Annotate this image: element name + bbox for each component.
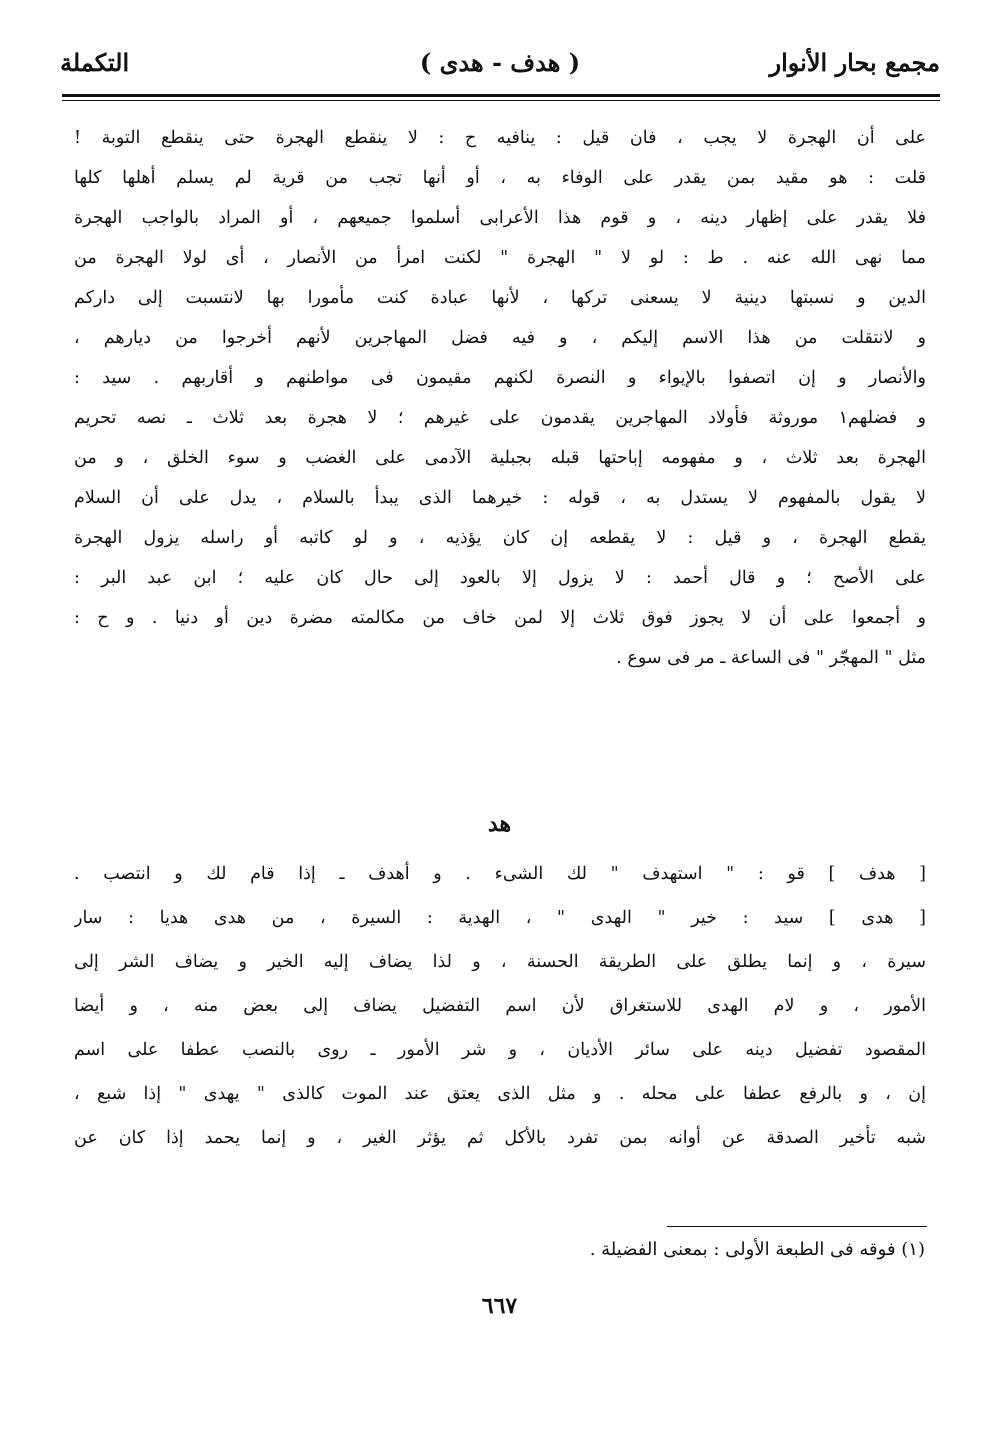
section-heading: هد	[487, 811, 512, 837]
text-line: قلت : هو مقيد بمن يقدر على الوفاء به ، أو أنها تجب من قرية لم يسلم أهلها كلها	[74, 168, 926, 188]
header-rule-thin	[62, 100, 940, 101]
entry-line: المقصود تفضيل دينه على سائر الأديان ، و شر الأمور ـ روى بالنصب عطفا على اسم	[74, 1040, 926, 1060]
text-line: على أن الهجرة لا يجب ، فان قيل : ينافيه ح : لا ينقطع الهجرة حتى ينقطع التوبة !	[74, 128, 926, 148]
entries-paragraph	[74, 852, 926, 1160]
text-line: الهجرة بعد ثلاث ، و مفهومه إباحتها قبله بجبلية الآدمى على الغضب و سوء الخلق ، و من	[74, 448, 926, 468]
entry-line: الأمور ، و لام الهدى للاستغراق لأن اسم التفضيل يضاف إلى بعض منه ، و أيضا	[74, 996, 926, 1016]
text-line: و أجمعوا على أن لا يجوز فوق ثلاث إلا لمن خاف من مكالمته مضرة دين أو دنيا . و ح :	[74, 608, 926, 628]
page-header	[60, 38, 940, 88]
entry-line: شبه تأخير الصدقة عن أوانه بمن تفرد بالأكل ثم يؤثر الغير ، و إنما يحمد إذا كان عن	[74, 1128, 926, 1148]
text-line: الدين و نسبتها دينية لا يسعنى تركها ، لأنها عبادة كنت مأمورا بها لانتسبت إلى داركم	[74, 288, 926, 308]
text-line: و لانتقلت من هذا الاسم إليكم ، و فيه فضل المهاجرين لأنهم أخرجوا من ديارهم ،	[74, 328, 926, 348]
text-line: والأنصار و إن اتصفوا بالإيواء و النصرة لكنهم مقيمون فى مواطنهم و أقاربهم . سيد :	[74, 368, 926, 388]
text-line: و فضلهم١ موروثة فأولاد المهاجرين يقدمون على غيرهم ؛ لا هجرة بعد ثلاث ـ نصه تحريم	[74, 408, 926, 428]
book-title: مجمع بحار الأنوار	[769, 48, 940, 77]
main-paragraph	[74, 118, 926, 678]
text-line: لا يقول بالمفهوم لا يستدل به ، قوله : خيرهما الذى يبدأ بالسلام ، يدل على أن السلام	[74, 488, 926, 508]
footnote-rule	[667, 1226, 927, 1227]
text-line: مما نهى الله عنه . ط : لو لا " الهجرة " لكنت امرأ من الأنصار ، أى لولا الهجرة من	[74, 248, 926, 268]
entry-range-title: ( هدف - هدى )	[419, 48, 581, 77]
text-line: يقطع الهجرة ، و قيل : لا يقطعه إن كان يؤذيه ، و لو كاتبه أو راسله يزول الهجرة	[74, 528, 926, 548]
text-line: فلا يقدر على إظهار دينه ، و قوم هذا الأعرابى أسلموا جميعهم ، أو المراد بالواجب الهجرة	[74, 208, 926, 228]
header-rule-thick	[62, 94, 940, 97]
text-line: على الأصح ؛ و قال أحمد : لا يزول إلا بالعود إلى حال كان عليه ؛ ابن عبد البر :	[74, 568, 926, 588]
entry-line: سيرة ، و إنما يطلق على الطريقة الحسنة ، و لذا يضاف إليه الخير و يضاف الشر إلى	[74, 952, 926, 972]
page-number: ٦٦٧	[481, 1293, 518, 1319]
text-line: مثل " المهجّر " فى الساعة ـ مر فى سوع .	[616, 648, 926, 668]
entry-line: [ هدف ] قو : " استهدف " لك الشىء . و أهدف ـ إذا قام لك و انتصب .	[74, 864, 926, 884]
footnote: (١) فوقه فى الطبعة الأولى : بمعنى الفضيلة .	[589, 1239, 925, 1260]
entry-line: [ هدى ] سيد : خير " الهدى " ، الهدية : السيرة ، من هدى هديا : سار	[74, 908, 926, 928]
section-title: التكملة	[60, 48, 130, 77]
entry-line: إن ، و بالرفع عطفا على محله . و مثل الذى يعتق عند الموت كالذى " يهدى " إذا شبع ،	[74, 1084, 926, 1104]
